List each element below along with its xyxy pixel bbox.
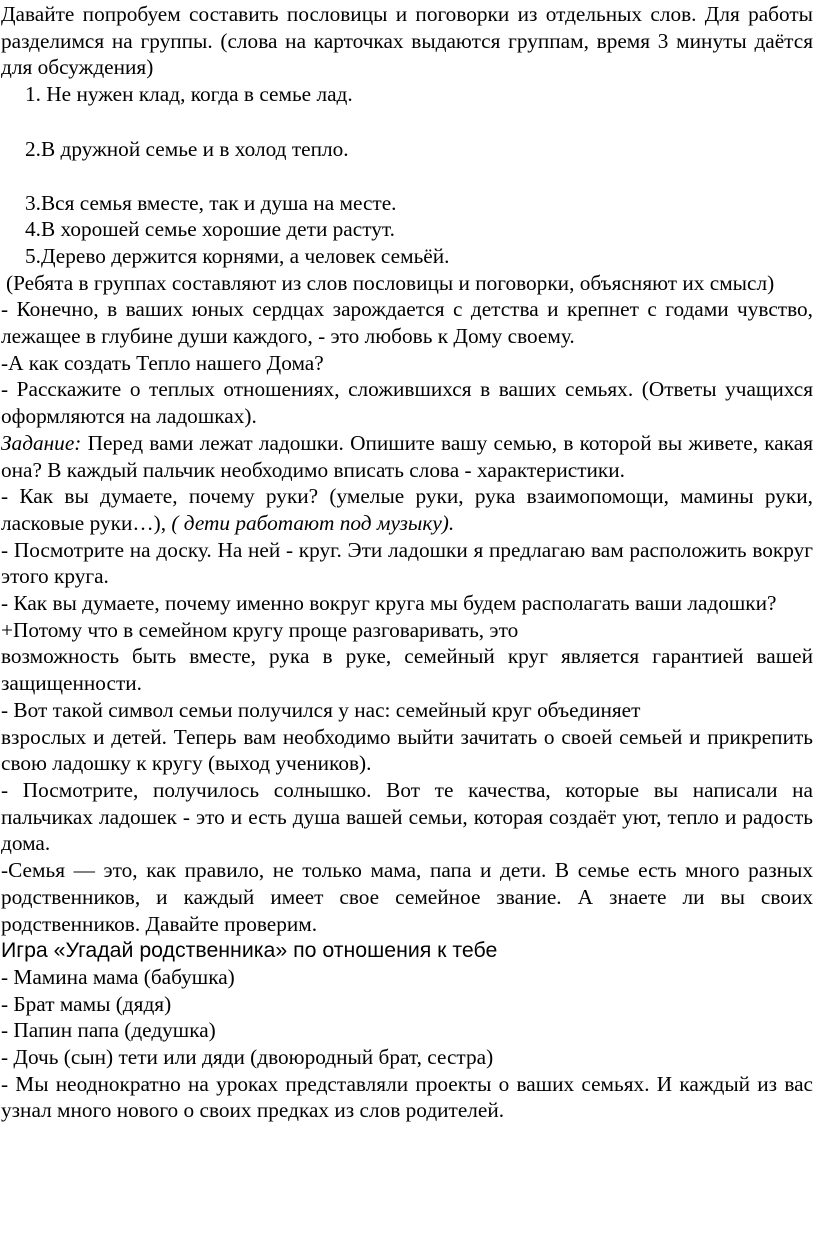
because-line-1: +Потому что в семейном кругу проще разговаривать, это — [1, 617, 519, 642]
symbol-line-1: - Вот такой символ семьи получился у нас: семейный круг объединяет — [1, 697, 641, 722]
game-title: Игра «Угадай родственника» по отношения к тебе — [1, 938, 498, 963]
task-paragraph — [1, 430, 813, 483]
game-item-2: - Брат мамы (дядя) — [1, 991, 172, 1016]
hands-paragraph — [1, 483, 813, 536]
symbol-line-2: взрослых и детей. Теперь вам необходимо выйти зачитать о своей семьей и прикрепить свою ладошку к кругу (выход учеников). — [1, 724, 813, 776]
game-item-1: - Мамина мама (бабушка) — [1, 964, 235, 989]
board-paragraph: - Посмотрите на доску. На ней - круг. Эти ладошки я предлагаю вам расположить вокруг этого круга. — [1, 537, 813, 589]
groups-paragraph: (Ребята в группах составляют из слов пословицы и поговорки, объясняют их смысл) — [6, 270, 775, 295]
love-paragraph: - Конечно, в ваших юных сердцах зарождается с детства и крепнет с годами чувство, лежащее в глубине души каждого, - это любовь к Дому своему. — [1, 297, 813, 349]
tell-paragraph: - Расскажите о теплых отношениях, сложившихся в ваших семьях. (Ответы учащихся оформляются на ладошках). — [1, 377, 813, 429]
circle-question: - Как вы думаете, почему именно вокруг круга мы будем располагать ваши ладошки? — [1, 591, 777, 616]
family-paragraph: -Семья — это, как правило, не только мама, папа и дети. В семье есть много разных родственников, и каждый имеет свое семейное звание. А знаете ли вы своих родственников. Давайте проверим. — [1, 858, 813, 936]
game-item-3: - Папин папа (дедушка) — [1, 1018, 216, 1043]
task-label: Задание: — [1, 430, 82, 455]
game-item-4: - Дочь (сын) тети или дяди (двоюродный брат, сестра) — [1, 1045, 494, 1070]
hands-italic-note: ( дети работают под музыку). — [171, 510, 455, 535]
task-text: Перед вами лежат ладошки. Опишите вашу семью, в которой вы живете, какая она? В каждый пальчик необходимо вписать слова - характеристики. — [1, 430, 813, 482]
sun-paragraph: - Посмотрите, получилось солнышко. Вот те качества, которые вы написали на пальчиках ладошек - это и есть душа вашей семьи, которая создаёт уют, тепло и радость дома. — [1, 777, 813, 856]
hands-text: - Как вы думаете, почему руки? (умелые руки, рука взаимопомощи, мамины руки, ласковые руки…), — [1, 484, 813, 535]
proverb-2: 2.В дружной семье и в холод тепло. — [25, 136, 349, 161]
because-line-2: возможность быть вместе, рука в руке, семейный круг является гарантией вашей защищенности. — [1, 644, 813, 696]
proverb-3: 3.Вся семья вместе, так и душа на месте. — [25, 190, 397, 215]
proverb-4: 4.В хорошей семье хорошие дети растут. — [25, 217, 395, 242]
intro-paragraph: Давайте попробуем составить пословицы и поговорки из отдельных слов. Для работы разделимся на группы. (слова на карточках выдаются группам, время 3 минуты даётся для обсуждения) — [1, 2, 813, 80]
proverb-1: 1. Не нужен клад, когда в семье лад. — [25, 82, 353, 107]
warmth-question: -А как создать Тепло нашего Дома? — [1, 350, 324, 375]
projects-paragraph: - Мы неоднократно на уроках представляли проекты о ваших семьях. И каждый из вас узнал много нового о своих предках из слов родителей. — [1, 1071, 813, 1123]
proverb-5: 5.Дерево держится корнями, а человек семьёй. — [25, 243, 450, 268]
